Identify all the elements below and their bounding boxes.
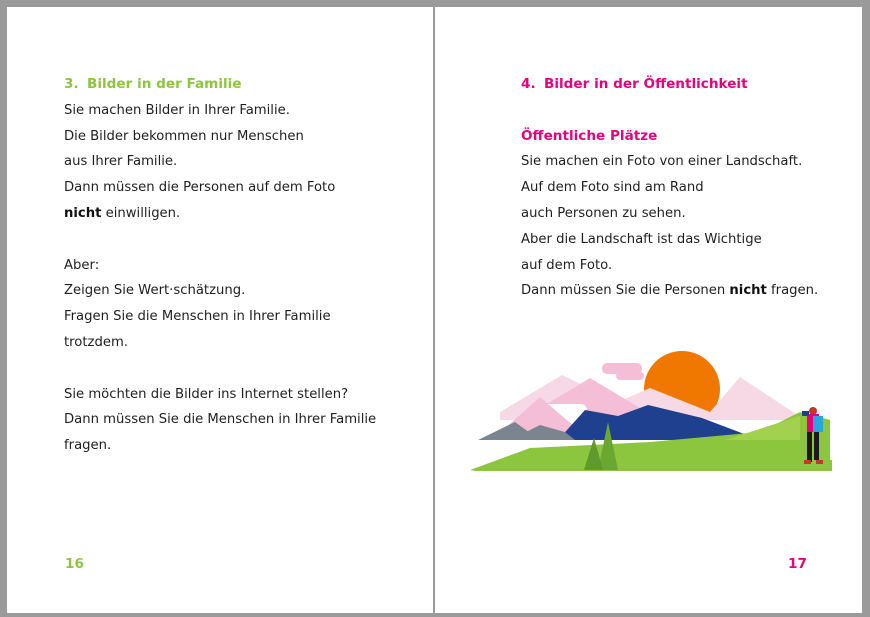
- section-heading-4: 4. Bilder in der Öffentlichkeit: [521, 76, 748, 92]
- cloud-icon: [616, 372, 644, 380]
- body-line: Dann müssen Sie die Personen nicht fragen.: [521, 283, 819, 299]
- left-page-content: [64, 72, 376, 459]
- emphasis: nicht: [729, 283, 767, 299]
- body-line: Aber:: [64, 257, 100, 273]
- page-number-right: 17: [788, 556, 807, 572]
- landscape-illustration: [470, 350, 832, 475]
- body-line: Auf dem Foto sind am Rand: [521, 180, 704, 196]
- body-line: nicht einwilligen.: [64, 205, 181, 221]
- subheading: Öffentliche Plätze: [521, 127, 658, 144]
- right-page-content: [521, 72, 818, 304]
- section-heading-3: 3. Bilder in der Familie: [64, 76, 242, 92]
- page-number-left: 16: [65, 556, 84, 572]
- body-line: auch Personen zu sehen.: [521, 205, 686, 221]
- body-line: Zeigen Sie Wert·schätzung.: [64, 283, 246, 299]
- body-line: Dann müssen die Personen auf dem Foto: [64, 180, 336, 196]
- body-line: Dann müssen Sie die Menschen in Ihrer Familie: [64, 412, 377, 428]
- body-line: Aber die Landschaft ist das Wichtige: [521, 231, 762, 247]
- body-line: Sie machen Bilder in Ihrer Familie.: [64, 102, 290, 118]
- body-line: aus Ihrer Familie.: [64, 154, 178, 170]
- body-line: Die Bilder bekommen nur Menschen: [64, 128, 304, 144]
- body-line: Sie möchten die Bilder ins Internet stellen?: [64, 386, 349, 402]
- body-line: Fragen Sie die Menschen in Ihrer Familie: [64, 309, 331, 325]
- body-line: Sie machen ein Foto von einer Landschaft.: [521, 154, 803, 170]
- body-line: auf dem Foto.: [521, 257, 613, 273]
- body-line: fragen.: [64, 438, 112, 454]
- emphasis: nicht: [64, 205, 102, 221]
- body-line: trotzdem.: [64, 334, 128, 350]
